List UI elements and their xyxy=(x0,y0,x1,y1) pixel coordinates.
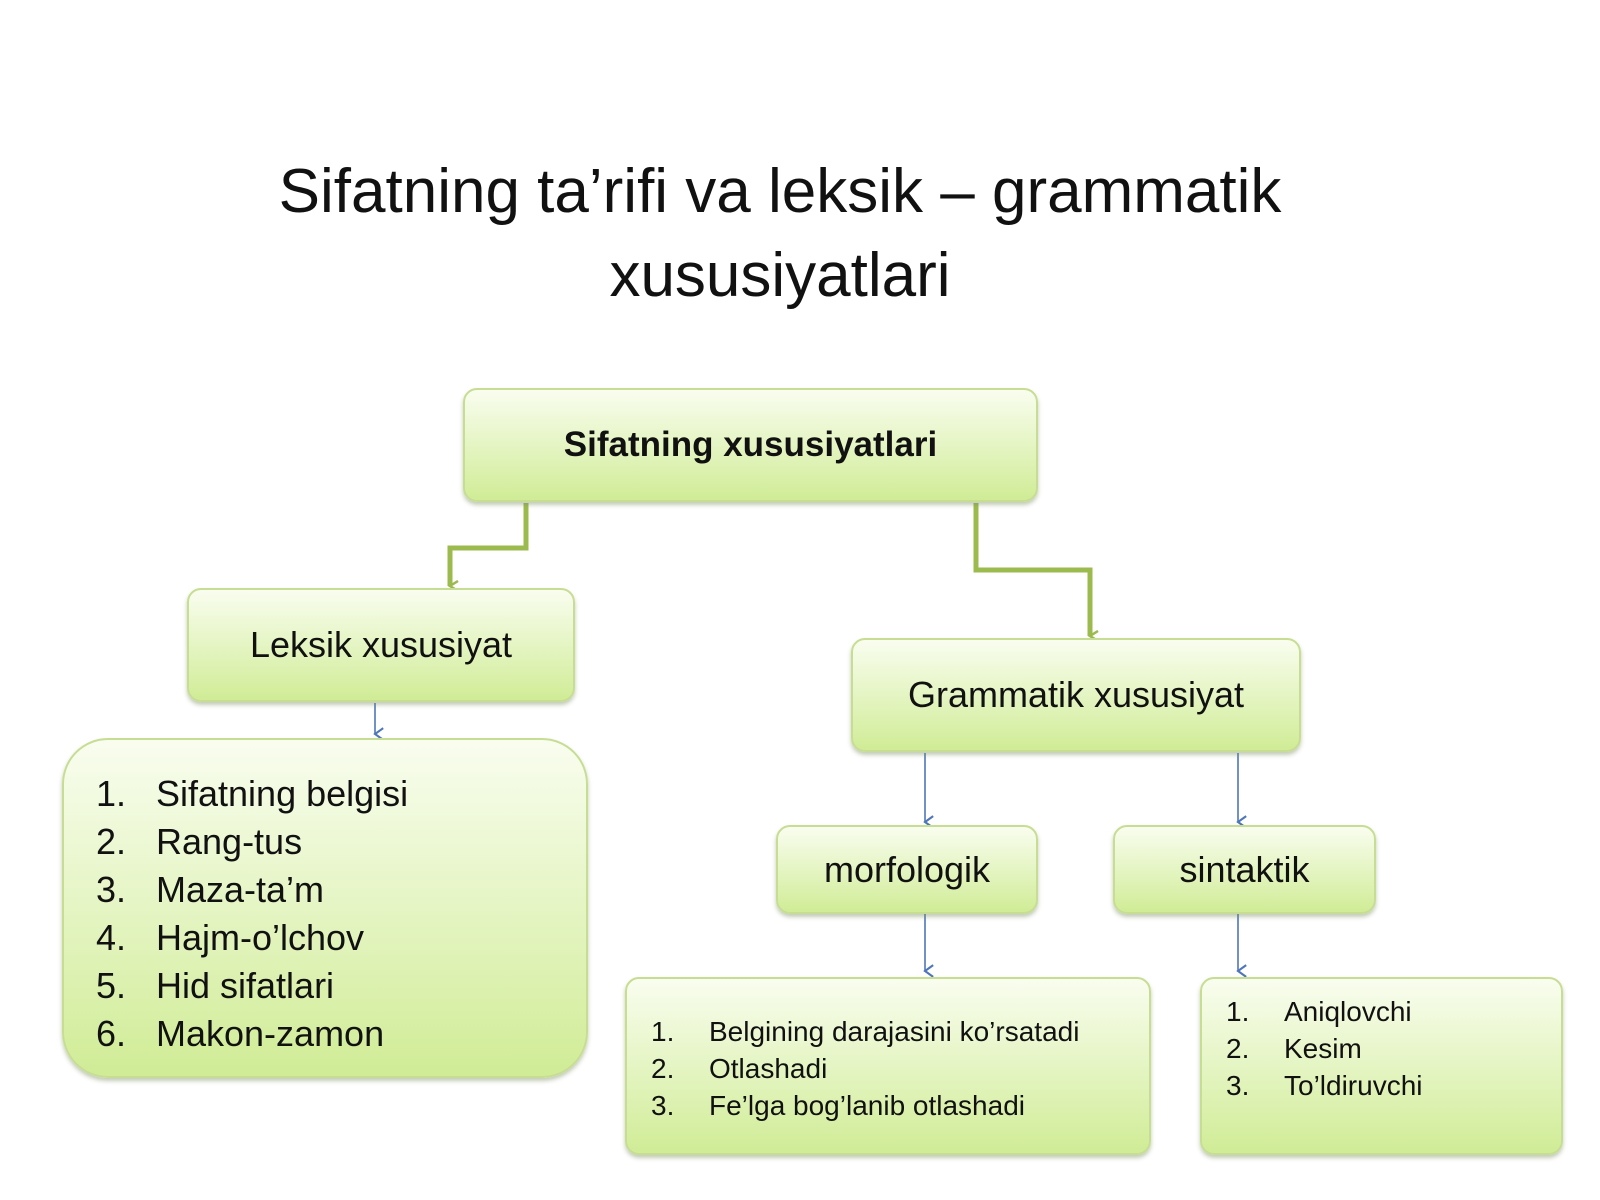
list-item-text: Hid sifatlari xyxy=(156,965,335,1006)
list-item-text: Belgining darajasini ko’rsatadi xyxy=(709,1016,1080,1047)
lexical-features-list xyxy=(96,770,408,1058)
list-item-text: To’ldiruvchi xyxy=(1284,1070,1423,1101)
morphological-features-list-box xyxy=(625,977,1151,1155)
node-lexical-label: Leksik xususiyat xyxy=(249,624,513,665)
node-sintaktik xyxy=(1113,825,1376,914)
list-item xyxy=(96,1010,408,1058)
list-item xyxy=(651,1087,1079,1124)
list-item-text: Sifatning belgisi xyxy=(156,773,409,814)
list-item-number: 4. xyxy=(96,917,127,958)
list-item-number: 3. xyxy=(651,1090,675,1121)
list-item-number: 1. xyxy=(96,773,127,814)
list-item-number: 5. xyxy=(96,965,127,1006)
list-item-text: Otlashadi xyxy=(709,1053,828,1084)
node-grammatik-xususiyat xyxy=(851,638,1301,752)
list-item-number: 6. xyxy=(96,1013,127,1054)
list-item xyxy=(96,866,408,914)
title-line-2: xususiyatlari xyxy=(609,240,951,310)
node-leksik-xususiyat xyxy=(187,588,575,702)
list-item xyxy=(651,1013,1079,1050)
list-item-number: 2. xyxy=(651,1053,675,1084)
list-item-text: Hajm-o’lchov xyxy=(156,917,365,958)
connector-root-to-grammatical xyxy=(976,503,1090,636)
connector-root-to-lexical xyxy=(450,503,526,586)
list-item xyxy=(1226,993,1423,1030)
node-morphological-label: morfologik xyxy=(823,848,991,890)
list-item-number: 1. xyxy=(1226,996,1250,1027)
morphological-features-list xyxy=(651,1013,1079,1124)
node-grammatical-label: Grammatik xususiyat xyxy=(907,674,1245,715)
list-item xyxy=(96,770,408,818)
list-item-text: Rang-tus xyxy=(156,821,303,862)
title-line-1: Sifatning ta’rifi va leksik – grammatik xyxy=(278,156,1282,226)
list-item-text: Kesim xyxy=(1284,1033,1362,1064)
syntactic-features-list xyxy=(1226,993,1423,1104)
list-item xyxy=(96,914,408,962)
list-item-number: 3. xyxy=(1226,1070,1250,1101)
list-item-text: Fe’lga bog’lanib otlashadi xyxy=(709,1090,1025,1121)
list-item xyxy=(96,818,408,866)
node-sifatning-xususiyatlari xyxy=(463,388,1038,502)
list-item-number: 2. xyxy=(1226,1033,1250,1064)
list-item-number: 3. xyxy=(96,869,127,910)
node-root-label: Sifatning xususiyatlari xyxy=(563,425,938,464)
list-item-text: Makon-zamon xyxy=(156,1013,385,1054)
list-item-number: 1. xyxy=(651,1016,675,1047)
list-item xyxy=(1226,1030,1423,1067)
list-item-text: Maza-ta’m xyxy=(156,869,325,910)
list-item xyxy=(96,962,408,1010)
syntactic-features-list-box xyxy=(1200,977,1563,1155)
list-item-text: Aniqlovchi xyxy=(1284,996,1412,1027)
node-morfologik xyxy=(776,825,1038,914)
list-item xyxy=(1226,1067,1423,1104)
lexical-features-list-box xyxy=(62,738,588,1078)
node-syntactic-label: sintaktik xyxy=(1179,848,1310,890)
list-item xyxy=(651,1050,1079,1087)
list-item-number: 2. xyxy=(96,821,127,862)
